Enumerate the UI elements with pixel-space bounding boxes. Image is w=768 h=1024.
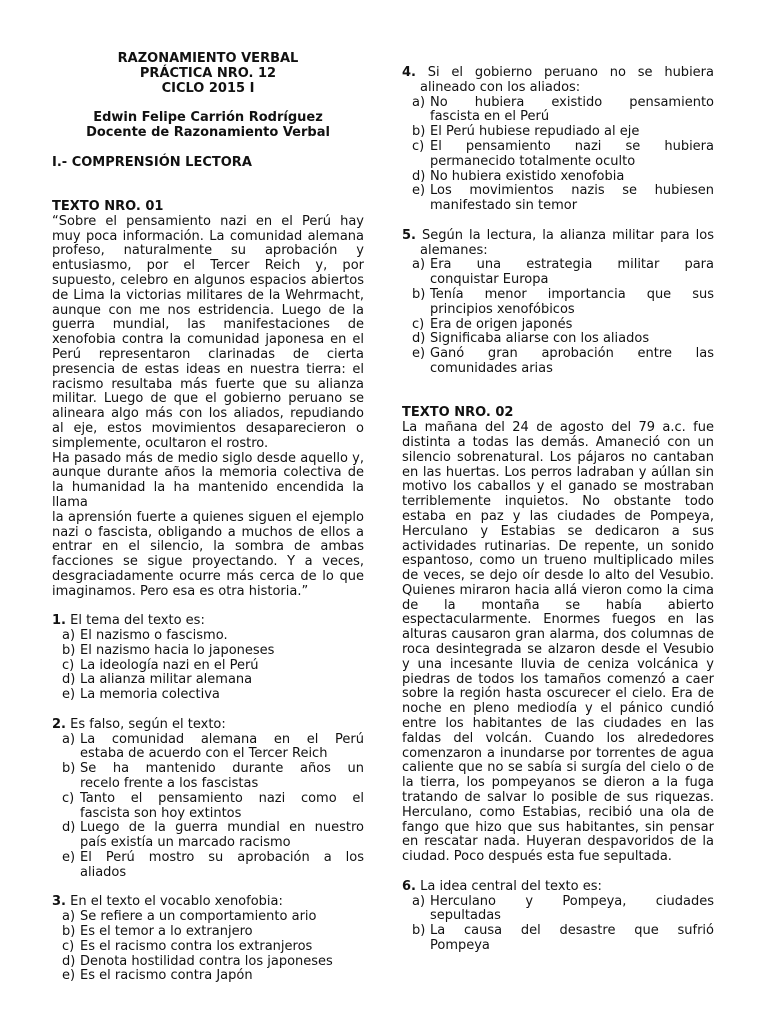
option-letter: a) (412, 893, 426, 909)
option-letter: b) (62, 761, 76, 777)
answer-option (402, 140, 714, 155)
option-text: Se ha mantenido durante años un (80, 761, 364, 777)
practice-number: PRÁCTICA NRO. 12 (139, 65, 277, 81)
answer-option (402, 288, 714, 303)
text-line: ciudad. Poco después esta fue sepultada. (402, 849, 672, 865)
option-text: Herculano y Pompeya, ciudades (430, 893, 714, 909)
question-number: 3. (52, 894, 66, 910)
text-line: espectacularmente. Enormes fuegos en las (402, 612, 714, 628)
answer-option (402, 347, 714, 362)
course-title: RAZONAMIENTO VERBAL (117, 51, 299, 66)
text-line: la tierra, los pompeyanos se dieron a la fuga (402, 775, 714, 791)
answer-option (52, 955, 364, 970)
question-stem-text: En el texto el vocablo xenofobia: (70, 894, 283, 910)
question-number: 1. (52, 613, 66, 629)
text-line: faldas del volcán. Cuando los alrededores (402, 730, 714, 746)
option-letter: c) (62, 790, 75, 806)
question-stem (402, 229, 714, 244)
text-line: tratando de salvar lo posible de sus riquezas. (402, 790, 714, 806)
answer-option (402, 895, 714, 910)
question-5 (402, 229, 714, 377)
option-letter: c) (412, 138, 425, 154)
option-text-cont: comunidades arias (430, 360, 553, 376)
text-line: nazi o fascista, obligando a muchos de ellos a (52, 524, 364, 540)
text-line: en las huertas. Los perros ladraban y aúllan sin (402, 464, 714, 480)
option-text-cont: manifestado sin temor (430, 198, 578, 214)
right-column (402, 66, 714, 954)
author-role: Docente de Razonamiento Verbal (86, 124, 330, 140)
text-line: entusiasmo, por el Tercer Reich y, por (52, 258, 364, 274)
text-line: en rescatar nada. Huyeran despavoridos de la (402, 834, 714, 850)
option-text: El nazismo o fascismo. (80, 628, 228, 644)
text-line: la aprensión fuerte a quienes siguen el ejemplo (52, 509, 364, 525)
text-line: motivo los caballos y el ganado se mostraban (402, 479, 714, 495)
text-line: piedras de todos los tamaños comenzó a caer (402, 671, 714, 687)
option-text-cont: recelo frente a los fascistas (80, 776, 259, 792)
left-column (52, 52, 364, 984)
question-6 (402, 880, 714, 954)
question-stem-text: Si el gobierno peruano no se hubiera (427, 65, 714, 80)
option-text-cont: conquistar Europa (430, 272, 549, 288)
text-line: alturas causaron gran alarma, dos columnas de (402, 627, 714, 643)
option-text-cont: principios xenofóbicos (430, 301, 575, 317)
text2-body (402, 421, 714, 865)
option-text-cont: fascista en el Perú (430, 109, 550, 125)
answer-option (52, 644, 364, 659)
text-line: presencia de estas ideas en nuestra tierra: el (52, 361, 364, 377)
question-number: 4. (402, 65, 416, 80)
text-line: xenofobia contra la comunidad japonesa en el (52, 332, 364, 348)
option-text-cont: permanecido totalmente oculto (430, 153, 636, 169)
question-1 (52, 614, 364, 703)
text-line: roca desintegrada se alzaron desde el Vesubio (402, 642, 714, 658)
option-text-cont: sepultadas (430, 908, 501, 924)
option-text-cont: aliados (80, 864, 127, 880)
question-stem (52, 614, 364, 629)
option-letter: a) (412, 94, 426, 110)
option-letter: c) (62, 657, 75, 673)
option-text: Tanto el pensamiento nazi como el (80, 790, 364, 806)
question-3 (52, 895, 364, 984)
question-stem (52, 895, 364, 910)
text-line: La mañana del 24 de agosto del 79 a.c. fue (402, 420, 714, 436)
option-letter: b) (412, 124, 426, 140)
option-letter: e) (62, 968, 76, 984)
text-line: comenzaron a inundarse por torrentes de agua (402, 745, 714, 761)
text-line: entrar en el silencio, la sombra de ambas (52, 539, 364, 555)
option-letter: c) (412, 316, 425, 332)
question-stem (52, 718, 364, 733)
option-text: Es el temor a lo extranjero (80, 924, 253, 940)
answer-option (402, 96, 714, 111)
answer-option (52, 910, 364, 925)
option-text-cont: país existía un marcado racismo (80, 835, 291, 851)
option-letter: c) (62, 938, 75, 954)
option-text: Luego de la guerra mundial en nuestro (80, 820, 364, 836)
text-line: fango que hizo que sus habitantes, sin pensar (402, 819, 714, 835)
text-line: imaginamos. Pero esa es otra historia.” (52, 583, 309, 599)
option-text: El pensamiento nazi se hubiera (430, 138, 714, 154)
answer-option (52, 762, 364, 777)
text-line: alineara algo más con los aliados, repudiando (52, 406, 364, 422)
option-letter: b) (412, 286, 426, 302)
option-text-cont: Pompeya (430, 938, 490, 954)
option-text: Ganó gran aprobación entre las (430, 346, 714, 362)
option-text: Denota hostilidad contra los japoneses (80, 953, 333, 969)
answer-option (402, 258, 714, 273)
option-text: El Perú hubiese repudiado al eje (430, 124, 640, 140)
answer-option (52, 851, 364, 866)
text-line: Perú representaron clarinadas de cierta (52, 346, 364, 362)
text2-title: TEXTO NRO. 02 (402, 405, 514, 421)
option-letter: e) (62, 687, 76, 703)
text-line: facciones se sigue proyectando. Y a veces, (52, 554, 364, 570)
question-number: 2. (52, 716, 66, 732)
author-name: Edwin Felipe Carrión Rodríguez (93, 110, 323, 126)
text-line: actividades rutinarias. De repente, un sonido (402, 538, 714, 554)
section-heading: I.- COMPRENSIÓN LECTORA (52, 154, 252, 170)
text-line: entre los habitantes de las ciudades en las (402, 716, 714, 732)
option-text: El Perú mostro su aprobación a los (80, 850, 364, 866)
text-line: terriblemente inquietos. No obstante todo (402, 494, 714, 510)
option-text: Significaba aliarse con los aliados (430, 331, 650, 347)
answer-option (402, 125, 714, 140)
option-letter: b) (412, 923, 426, 939)
answer-option (52, 688, 364, 703)
option-letter: e) (412, 183, 426, 199)
question-stem-text: Según la lectura, la alianza militar para los (422, 227, 714, 243)
option-text: La alianza militar alemana (80, 672, 253, 688)
question-stem-text: alemanes: (420, 242, 488, 258)
answer-option (52, 821, 364, 836)
answer-option (402, 924, 714, 939)
text1-body (52, 215, 364, 600)
answer-option (402, 318, 714, 333)
option-letter: a) (62, 909, 76, 925)
text-line: militar. Luego de que el gobierno peruano se (52, 391, 364, 407)
answer-option (52, 792, 364, 807)
option-text: Es el racismo contra los extranjeros (80, 938, 313, 954)
option-letter: e) (62, 850, 76, 866)
answer-option (52, 629, 364, 644)
option-letter: a) (412, 257, 426, 273)
answer-option (52, 673, 364, 688)
option-letter: b) (62, 924, 76, 940)
text-line: “Sobre el pensamiento nazi en el Perú hay (52, 213, 364, 229)
option-letter: d) (62, 820, 76, 836)
text-line: distinta a todas las demás. Amaneció con un (402, 434, 714, 450)
option-text: Era de origen japonés (430, 316, 573, 332)
text-line: y una incesante lluvia de ceniza volcánica y (402, 656, 714, 672)
answer-option (52, 659, 364, 674)
option-letter: d) (412, 331, 426, 347)
question-stem-text: alineado con los aliados: (420, 79, 581, 95)
question-stem-text: La idea central del texto es: (420, 878, 602, 894)
question-stem (402, 244, 714, 259)
answer-option (52, 940, 364, 955)
option-text: Tenía menor importancia que sus (430, 286, 714, 302)
option-letter: d) (412, 168, 426, 184)
text-line: de veces, se dejo oír desde lo alto del Vesubio. (402, 568, 714, 584)
text-line: guerra mundial, las manifestaciones de (52, 317, 364, 333)
question-stem (402, 81, 714, 96)
text-line: Ha pasado más de medio siglo desde aquello y, (52, 450, 364, 466)
question-4 (402, 66, 714, 214)
text-line: noche en pleno mediodía y el pánico cundió (402, 701, 714, 717)
option-letter: e) (412, 346, 426, 362)
option-text: La memoria colectiva (80, 687, 220, 703)
answer-option (402, 184, 714, 199)
answer-option (52, 969, 364, 984)
cycle-label: CICLO 2015 I (161, 80, 255, 96)
option-letter: a) (62, 731, 76, 747)
text-line: desgraciadamente ocurre más cerca de lo que (52, 568, 364, 584)
option-text: No hubiera existido xenofobia (430, 168, 625, 184)
option-text: Los movimientos nazis se hubiesen (430, 183, 714, 199)
text-line: caliente que no se sabía si surgía del cielo o de (402, 760, 714, 776)
option-text: La ideología nazi en el Perú (80, 657, 259, 673)
option-text: No hubiera existido pensamiento (430, 94, 714, 110)
option-text: La comunidad alemana en el Perú (80, 731, 364, 747)
text-line: silencio sobrenatural. Los pájaros no cantaban (402, 449, 714, 465)
text-line: muy poca información. La comunidad alemana (52, 228, 364, 244)
text-line: profeso, naturalmente su aprobación y (52, 243, 364, 259)
option-letter: b) (62, 642, 76, 658)
text-line: sobre la región hasta oscurecer el cielo. Era de (402, 686, 714, 702)
question-number: 6. (402, 878, 416, 894)
option-letter: d) (62, 672, 76, 688)
option-text-cont: estaba de acuerdo con el Tercer Reich (80, 746, 328, 762)
option-letter: a) (62, 628, 76, 644)
text-line: de la montaña se había abierto (402, 597, 714, 613)
text-line: aunque con me nos estridencia. Luego de la (52, 302, 364, 318)
option-text-cont: fascista son hoy extintos (80, 805, 242, 821)
text-line: de Lima la victorias militares de la Wehrmacht, (52, 287, 364, 303)
text-line: espantoso, como un trueno multiplicado miles (402, 553, 714, 569)
text-line: aunque durante años la memoria colectiva de (52, 465, 364, 481)
option-text: Era una estrategia militar para (430, 257, 714, 273)
question-2 (52, 718, 364, 881)
answer-option (402, 170, 714, 185)
text-line: estaba en paz y las ciudades de Pompeya, (402, 508, 714, 524)
answer-option (52, 925, 364, 940)
question-number: 5. (402, 227, 416, 243)
text1-title: TEXTO NRO. 01 (52, 198, 164, 214)
option-text: Es el racismo contra Japón (80, 968, 253, 984)
question-stem (402, 66, 714, 81)
option-letter: d) (62, 953, 76, 969)
text-line: supuesto, celebro en algunos espacios abiertos (52, 272, 364, 288)
text-line: Herculano y Estabias se dedicaron a sus (402, 523, 714, 539)
question-stem (402, 880, 714, 895)
text-line: la humanidad la ha mantenido encendida la llama (52, 480, 364, 510)
answer-option (52, 733, 364, 748)
text-line: al eje, estos movimientos desaparecieron o (52, 420, 364, 436)
option-text: El nazismo hacia lo japoneses (80, 642, 275, 658)
text-line: Quienes miraron hacia allá vieron como la cima (402, 582, 714, 598)
text-line: racismo resultaba más fuerte que su alianza (52, 376, 364, 392)
text-line: Herculano, como Estabias, recibió una ola de (402, 804, 714, 820)
option-text: La causa del desastre que sufrió (430, 923, 714, 939)
text-line: simplemente, ocultaron el rostro. (52, 435, 269, 451)
question-stem-text: El tema del texto es: (70, 613, 205, 629)
question-stem-text: Es falso, según el texto: (70, 716, 226, 732)
answer-option (402, 332, 714, 347)
option-text: Se refiere a un comportamiento ario (80, 909, 317, 925)
